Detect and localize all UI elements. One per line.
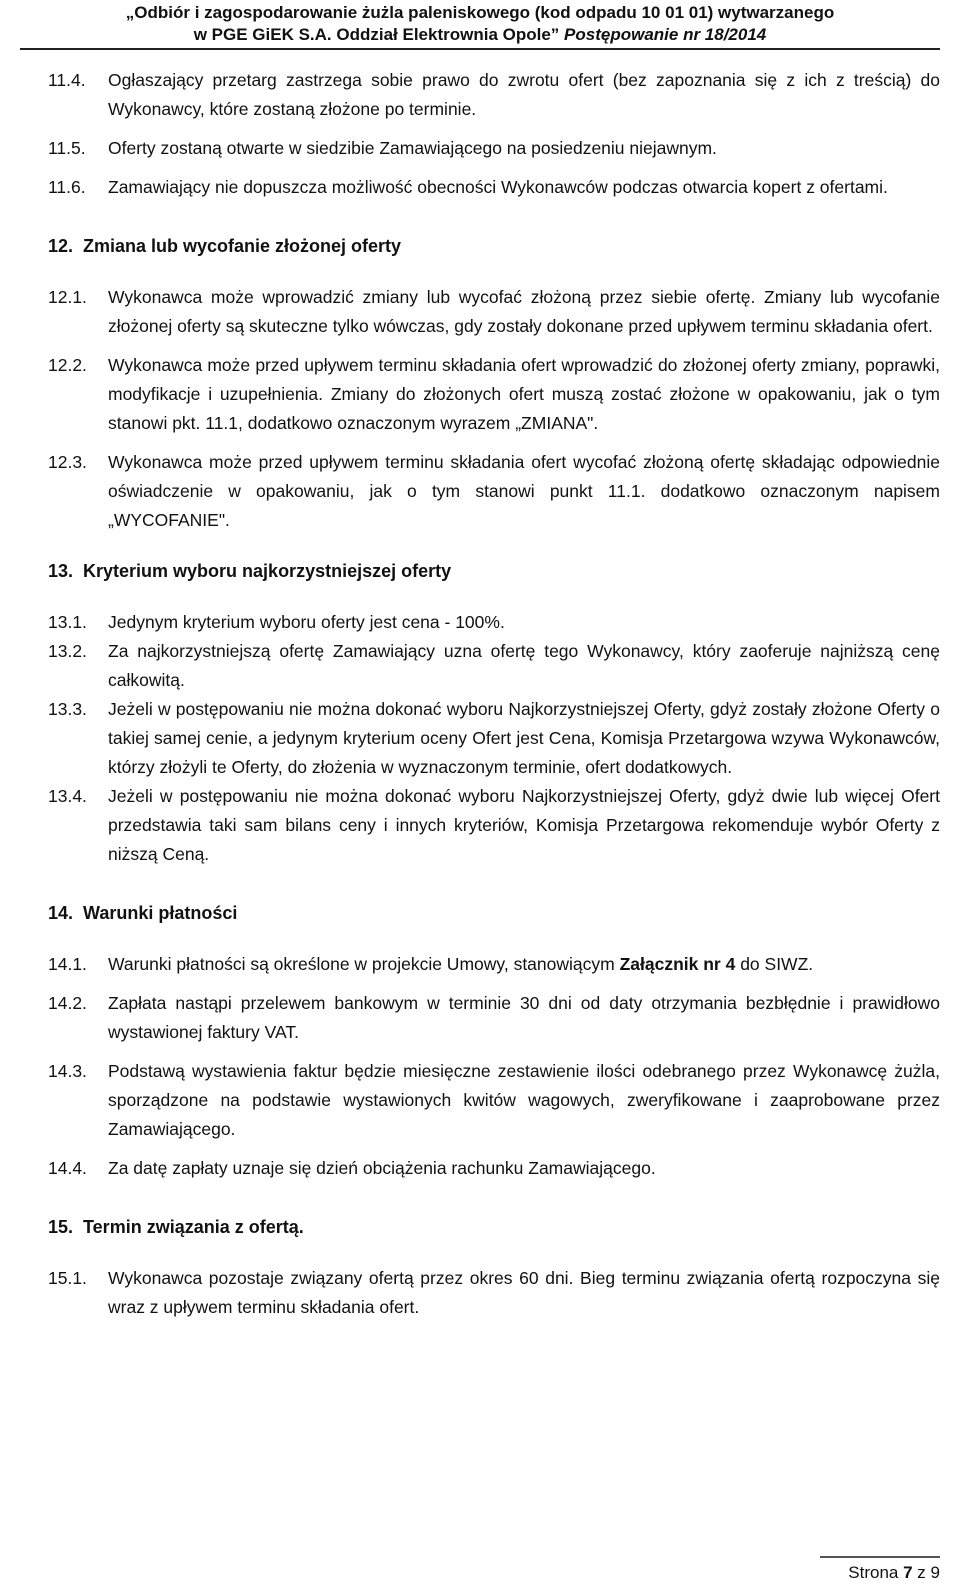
paragraph-text: Warunki płatności są określone w projekcie Umowy, stanowiącym [108, 954, 620, 974]
paragraph-text: Za datę zapłaty uznaje się dzień obciążenia rachunku Zamawiającego. [108, 1158, 656, 1178]
paragraph-number: 13.2. [48, 641, 87, 661]
paragraph-text: Jeżeli w postępowaniu nie można dokonać wyboru Najkorzystniejszej Oferty, gdyż dwie lub więcej Ofert przedstawia taki sam bilans ceny i innych kryteriów, Komisja Przetargowa rekomenduje wybór Oferty z niższą Ceną. [108, 786, 940, 864]
paragraph-number: 13.3. [48, 699, 87, 719]
section-heading-15 [0, 1213, 960, 1242]
page-footer [820, 1556, 940, 1586]
page-label: Strona [848, 1563, 899, 1582]
current-page-number: 7 [903, 1563, 913, 1582]
page-separator: z [917, 1563, 926, 1582]
paragraph-14-3 [0, 1057, 960, 1144]
section-heading-12 [0, 232, 960, 261]
paragraph-13-3 [0, 695, 960, 782]
paragraph-13-2 [0, 637, 960, 695]
paragraph-text: Za najkorzystniejszą ofertę Zamawiający uzna ofertę tego Wykonawcy, który zaoferuje najniższą cenę całkowitą. [108, 641, 940, 690]
paragraph-number: 11.5. [48, 138, 86, 158]
section-title: Termin związania z ofertą. [83, 1217, 304, 1237]
paragraph-15-1 [0, 1264, 960, 1322]
paragraph-13-4 [0, 782, 960, 869]
attachment-reference: Załącznik nr 4 [619, 954, 736, 974]
section-number: 14. [48, 903, 74, 923]
paragraph-12-2 [0, 351, 960, 438]
paragraph-number: 12.2. [48, 355, 87, 375]
header-location: w PGE GiEK S.A. Oddział Elektrownia Opole” [193, 25, 560, 44]
total-page-count: 9 [930, 1563, 940, 1582]
paragraph-text: Wykonawca może przed upływem terminu składania ofert wycofać złożoną ofertę składając odpowiednie oświadczenie w opakowaniu, jak o tym stanowi punkt 11.1. dodatkowo oznaczonym napisem „WYCOFANIE". [108, 452, 940, 530]
section-heading-14 [0, 899, 960, 928]
section-title: Warunki płatności [83, 903, 238, 923]
section-title: Zmiana lub wycofanie złożonej oferty [83, 236, 402, 256]
paragraph-13-1 [0, 608, 960, 637]
paragraph-number: 12.1. [48, 287, 87, 307]
section-number: 15. [48, 1217, 74, 1237]
section-title: Kryterium wyboru najkorzystniejszej oferty [83, 561, 452, 581]
paragraph-text: Oferty zostaną otwarte w siedzibie Zamawiającego na posiedzeniu niejawnym. [108, 138, 717, 158]
paragraph-12-3 [0, 448, 960, 535]
document-body [0, 66, 960, 1322]
paragraph-number: 13.1. [48, 612, 87, 632]
paragraph-11-4 [0, 66, 960, 124]
section-number: 13. [48, 561, 74, 581]
paragraph-12-1 [0, 283, 960, 341]
paragraph-number: 15.1. [48, 1268, 87, 1288]
header-line-2 [0, 24, 960, 46]
paragraph-text: Podstawą wystawienia faktur będzie miesięczne zestawienie ilości odebranego przez Wykonawcę żużla, sporządzone na podstawie wystawionych kwitów wagowych, zweryfikowane i zaaprobowane przez Zamawiającego. [108, 1061, 940, 1139]
paragraph-number: 11.6. [48, 177, 86, 197]
paragraph-text: Wykonawca pozostaje związany ofertą przez okres 60 dni. Bieg terminu związania ofertą rozpoczyna się wraz z upływem terminu składania ofert. [108, 1268, 940, 1317]
paragraph-14-2 [0, 989, 960, 1047]
paragraph-text: Wykonawca może przed upływem terminu składania ofert wprowadzić do złożonej oferty zmiany, poprawki, modyfikacje i uzupełnienia. Zmiany do złożonych ofert muszą zostać złożone w opakowaniu, jak o tym stanowi pkt. 11.1, dodatkowo oznaczonym wyrazem „ZMIANA". [108, 355, 940, 433]
section-number: 12. [48, 236, 74, 256]
paragraph-number: 14.1. [48, 954, 87, 974]
header-proceeding-number: Postępowanie nr 18/2014 [564, 25, 767, 44]
section-heading-13 [0, 557, 960, 586]
paragraph-14-1 [0, 950, 960, 979]
paragraph-11-5 [0, 134, 960, 163]
paragraph-number: 11.4. [48, 70, 86, 90]
page-header [0, 2, 960, 46]
paragraph-text: Zamawiający nie dopuszcza możliwość obecności Wykonawców podczas otwarcia kopert z ofertami. [108, 177, 888, 197]
paragraph-11-6 [0, 173, 960, 202]
paragraph-number: 14.2. [48, 993, 87, 1013]
paragraph-text: Ogłaszający przetarg zastrzega sobie prawo do zwrotu ofert (bez zapoznania się z ich z treścią) do Wykonawcy, które zostaną złożone po terminie. [108, 70, 940, 119]
paragraph-text: Jeżeli w postępowaniu nie można dokonać wyboru Najkorzystniejszej Oferty, gdyż zostały złożone Oferty o takiej samej cenie, a jedynym kryterium oceny Ofert jest Cena, Komisja Przetargowa wzywa Wykonawców, którzy złożyli te Oferty, do złożenia w wyznaczonym terminie, ofert dodatkowych. [108, 699, 940, 777]
paragraph-number: 13.4. [48, 786, 87, 806]
paragraph-text: Jedynym kryterium wyboru oferty jest cena - 100%. [108, 612, 505, 632]
paragraph-text-end: do SIWZ. [735, 954, 814, 974]
header-line-1: „Odbiór i zagospodarowanie żużla paleniskowego (kod odpadu 10 01 01) wytwarzanego [125, 3, 835, 22]
paragraph-text: Zapłata nastąpi przelewem bankowym w terminie 30 dni od daty otrzymania bezbłędnie i prawidłowo wystawionej faktury VAT. [108, 993, 940, 1042]
paragraph-number: 14.4. [48, 1158, 87, 1178]
paragraph-14-4 [0, 1154, 960, 1183]
header-divider [20, 48, 940, 50]
paragraph-text: Wykonawca może wprowadzić zmiany lub wycofać złożoną przez siebie ofertę. Zmiany lub wycofanie złożonej oferty są skuteczne tylko wówczas, gdy zostały dokonane przed upływem terminu składania ofert. [108, 287, 940, 336]
paragraph-number: 12.3. [48, 452, 87, 472]
paragraph-number: 14.3. [48, 1061, 87, 1081]
